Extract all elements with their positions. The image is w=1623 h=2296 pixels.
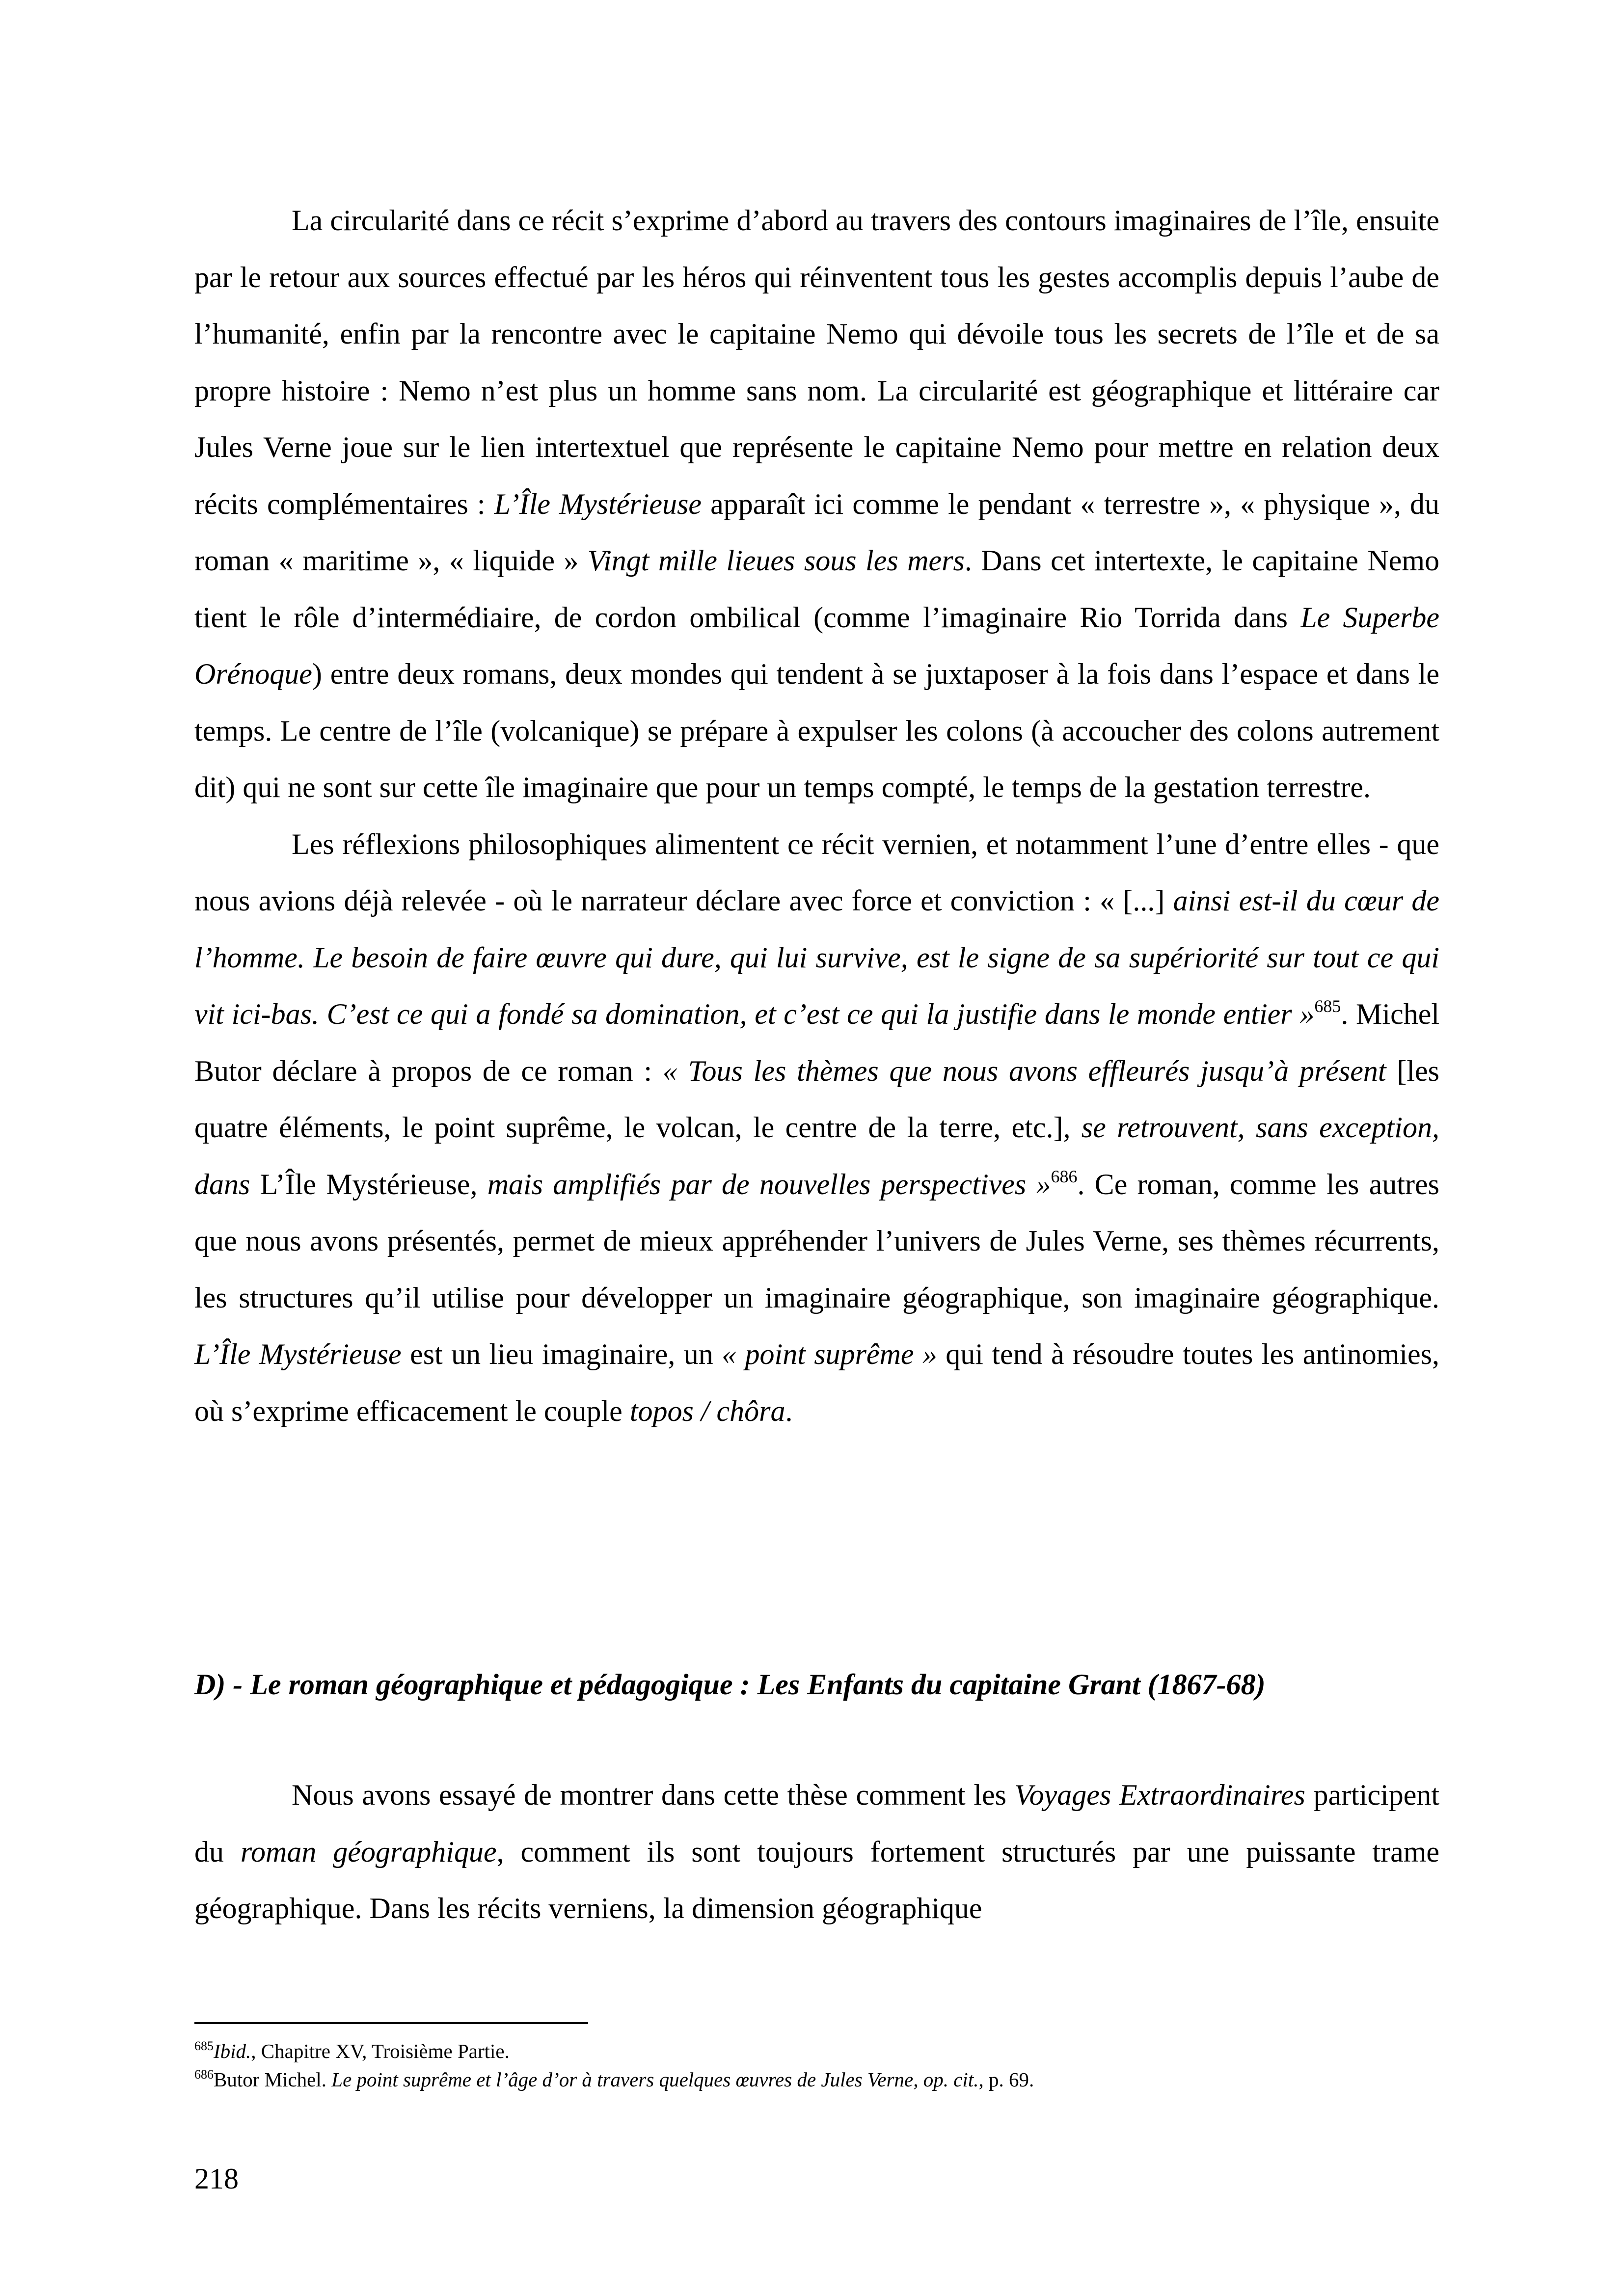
page-number: 218: [194, 2163, 239, 2195]
footnotes: [194, 2037, 1471, 2094]
italic-title: Le Superbe Orénoque: [194, 601, 1439, 690]
text-run: est un lieu imaginaire, un: [401, 1338, 722, 1370]
text-run: participent du: [194, 1779, 1439, 1868]
italic-term: topos / chôra: [629, 1394, 785, 1427]
paragraph-voyages: [194, 1767, 1439, 1937]
text-run: apparaît ici comme le pendant « terrestre », « physique », du roman « maritime », « liquide »: [194, 487, 1440, 577]
text-run: Les réflexions philosophiques alimentent ce récit vernien, et notamment l’une d’entre elles - que nous avions déjà relevée - où le narrateur déclare avec force et conviction : « [...]: [194, 828, 1439, 917]
text-run: . Michel Butor déclare à propos de ce roman :: [194, 998, 1440, 1087]
text-run: .: [785, 1394, 793, 1427]
paragraph-reflexions: [194, 816, 1439, 1440]
section-heading: D) - Le roman géographique et pédagogique : Les Enfants du capitaine Grant (1867-68): [194, 1668, 1266, 1701]
paragraph-circularite: [194, 192, 1439, 816]
footnote-italic: Le point suprême et l’âge d’or à travers quelques œuvres de Jules Verne, op. cit.: [331, 2068, 979, 2091]
italic-quote: mais amplifiés par de nouvelles perspectives »: [487, 1168, 1051, 1201]
footnote-text: , p. 69.: [978, 2068, 1034, 2091]
text-run: La circularité dans ce récit s’exprime d’abord au travers des contours imaginaires de l’île, ensuite par le retour aux sources effectué par les héros qui réinventent tous les gestes accomplis depuis l’aube de l’humanité, enfin par la rencontre avec le capitaine Nemo qui dévoile tous les secrets de l’île et de sa propre histoire : Nemo n’est plus un homme sans nom. La circularité est géographique et littéraire car Jules Verne joue sur le lien intertextuel que représente le capitaine Nemo pour mettre en relation deux récits complémentaires :: [194, 204, 1439, 520]
footnote-italic: Ibid.: [214, 2040, 251, 2062]
text-run: . Dans cet intertexte, le capitaine Nemo tient le rôle d’intermédiaire, de cordon ombilical (comme l’imaginaire Rio Torrida dans: [194, 544, 1440, 634]
italic-quote: ainsi est-il du cœur de l’homme. Le besoin de faire œuvre qui dure, qui lui survive, est le signe de sa supériorité sur tout ce qui vit ici-bas. C’est ce qui a fondé sa domination, et c’est ce qui la justifie dans le monde entier »: [194, 884, 1439, 1030]
text-run: , comment ils sont toujours fortement structurés par une puissante trame géographique. Dans les récits verniens, la dimension géographique: [194, 1835, 1440, 1924]
italic-quote: , se retrouvent, sans exception, dans: [194, 1111, 1439, 1201]
italic-title: Voyages Extraordinaires: [1014, 1779, 1305, 1811]
text-run: . Ce roman, comme les autres que nous avons présentés, permet de mieux appréhender l’univers de Jules Verne, ses thèmes récurrents, les structures qu’il utilise pour développer un imaginaire géographique, son imaginaire géographique.: [194, 1168, 1439, 1314]
italic-title: L’Île Mystérieuse: [194, 1338, 402, 1370]
footnote-text: , Chapitre XV, Troisième Partie.: [251, 2040, 510, 2062]
text-run: [les quatre éléments, le point suprême, le volcan, le centre de la terre, etc.]: [194, 1054, 1439, 1144]
footnote-number: 685: [194, 2039, 214, 2053]
main-text: [194, 192, 1439, 1440]
text-run: ) entre deux romans, deux mondes qui tendent à se juxtaposer à la fois dans l’espace et dans le temps. Le centre de l’île (volcanique) se prépare à expulser les colons (à accoucher des colons autrement dit) qui ne sont sur cette île imaginaire que pour un temps compté, le temps de la gestation terrestre.: [194, 658, 1439, 803]
footnote-separator: [194, 2022, 588, 2024]
footnote-685: [194, 2037, 1471, 2065]
text-run: qui tend à résoudre toutes les antinomies, où s’exprime efficacement le couple: [194, 1338, 1440, 1427]
footnote-ref-686[interactable]: 686: [1051, 1166, 1078, 1186]
footnote-number: 686: [194, 2067, 214, 2082]
section-text: [194, 1767, 1439, 1937]
italic-quote: « point suprême »: [722, 1338, 937, 1370]
footnote-text: Butor Michel.: [214, 2068, 332, 2091]
italic-quote: « Tous les thèmes que nous avons effleurés jusqu’à présent: [662, 1054, 1386, 1087]
text-run: Nous avons essayé de montrer dans cette thèse comment les: [292, 1779, 1015, 1811]
italic-title: Vingt mille lieues sous les mers: [587, 544, 965, 577]
text-run: L’Île Mystérieuse,: [250, 1168, 487, 1201]
footnote-686: [194, 2065, 1471, 2094]
footnote-ref-685[interactable]: 685: [1314, 996, 1341, 1016]
italic-term: roman géographique: [240, 1835, 497, 1868]
italic-title: L’Île Mystérieuse: [494, 487, 702, 520]
